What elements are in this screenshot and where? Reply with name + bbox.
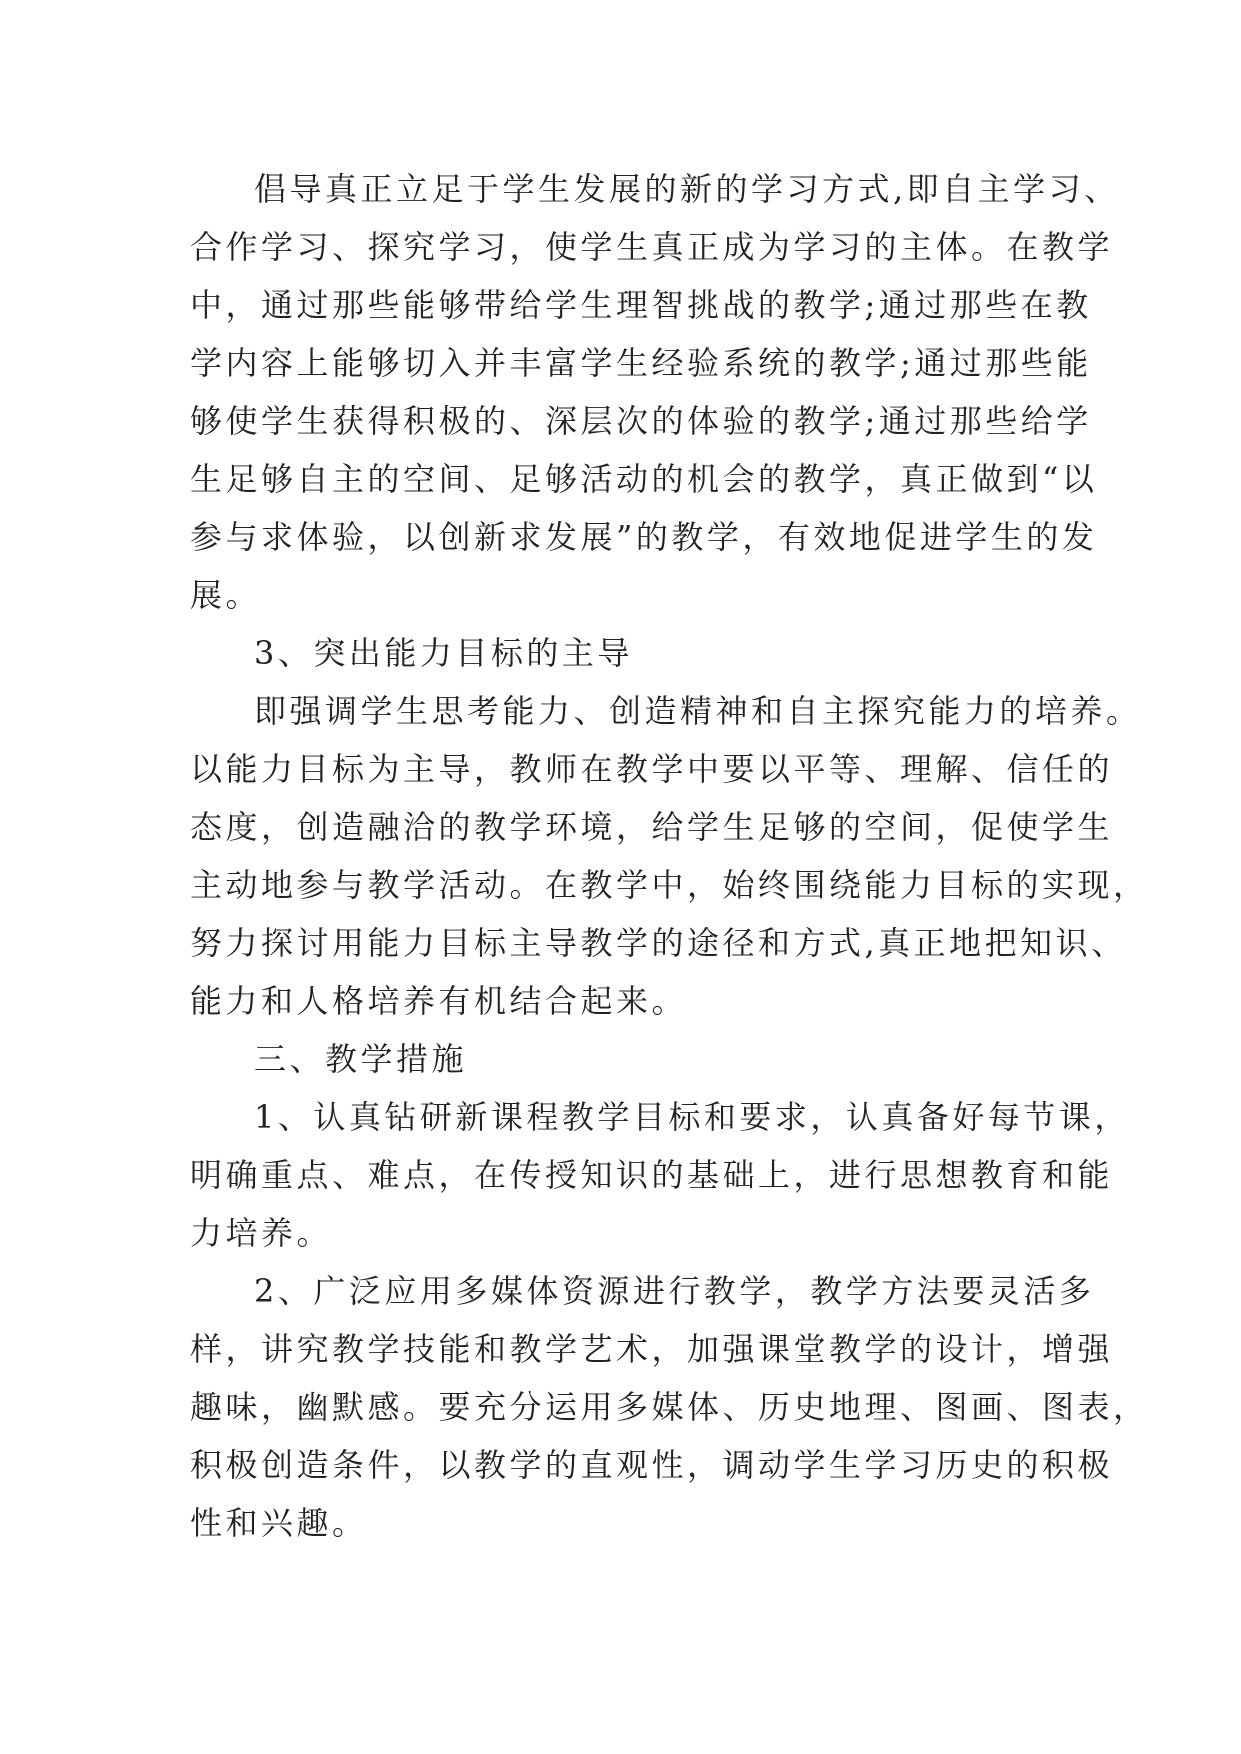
paragraph-line: 够使学生获得积极的、深层次的体验的教学;通过那些给学 [190,402,1092,440]
paragraph-line: 倡导真正立足于学生发展的新的学习方式,即自主学习、 [254,170,1120,208]
paragraph-line: 主动地参与教学活动。在教学中，始终围绕能力目标的实现， [190,866,1149,904]
paragraph-line: 展。 [190,576,262,614]
paragraph-line: 性和兴趣。 [190,1504,368,1542]
paragraph-line: 能力和人格培养有机结合起来。 [190,982,688,1020]
paragraph-line: 样，讲究教学技能和教学艺术，加强课堂教学的设计，增强 [190,1330,1114,1368]
paragraph-line: 1、认真钻研新课程教学目标和要求，认真备好每节课， [254,1098,1130,1136]
paragraph-line: 学内容上能够切入并丰富学生经验系统的教学;通过那些能 [190,344,1092,382]
paragraph-line: 参与求体验，以创新求发展”的教学，有效地促进学生的发 [190,518,1098,556]
paragraph-line: 合作学习、探究学习，使学生真正成为学习的主体。在教学 [190,228,1114,266]
paragraph-line: 即强调学生思考能力、创造精神和自主探究能力的培养。 [254,692,1142,730]
paragraph-line: 趣味，幽默感。要充分运用多媒体、历史地理、图画、图表， [190,1388,1149,1426]
paragraph-line: 明确重点、难点，在传授知识的基础上，进行思想教育和能 [190,1156,1114,1194]
section-heading: 三、教学措施 [254,1040,468,1078]
paragraph-line: 积极创造条件，以教学的直观性，调动学生学习历史的积极 [190,1446,1114,1484]
paragraph-line: 力培养。 [190,1214,333,1252]
paragraph-line: 2、广泛应用多媒体资源进行教学，教学方法要灵活多 [254,1272,1095,1310]
paragraph-line: 中，通过那些能够带给学生理智挑战的教学;通过那些在教 [190,286,1092,324]
paragraph-line: 努力探讨用能力目标主导教学的途径和方式,真正地把知识、 [190,924,1127,962]
section-heading: 3、突出能力目标的主导 [254,634,633,672]
document-body [190,160,1149,1552]
paragraph-line: 态度，创造融洽的教学环境，给学生足够的空间，促使学生 [190,808,1114,846]
paragraph-line: 以能力目标为主导，教师在教学中要以平等、理解、信任的 [190,750,1114,788]
paragraph-line: 生足够自主的空间、足够活动的机会的教学，真正做到“以 [190,460,1098,498]
